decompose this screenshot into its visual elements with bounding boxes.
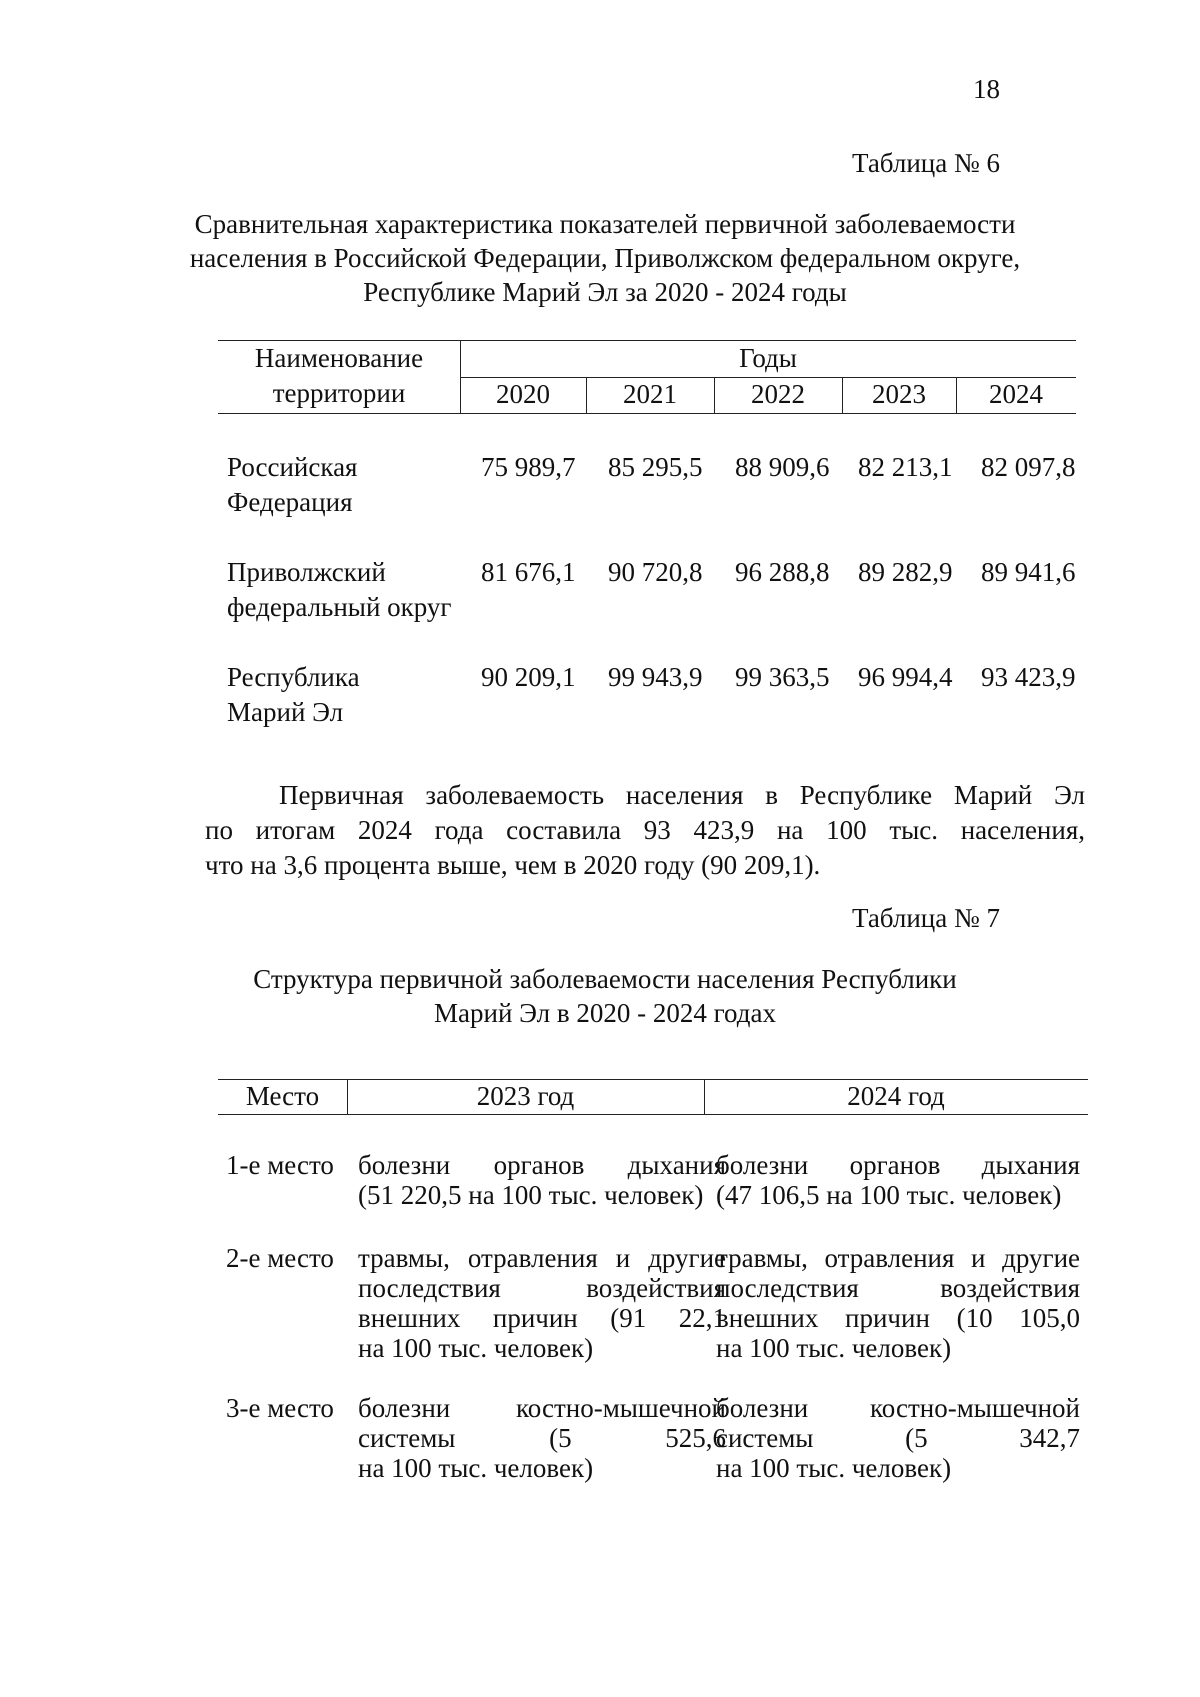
table7-cell-line: болезни органов дыхания xyxy=(358,1150,726,1180)
table7-header-place: Место xyxy=(245,1081,320,1111)
table7-cell-line: системы (5 525,6 xyxy=(358,1423,726,1453)
table6-header-year: 2024 xyxy=(989,379,1043,409)
table6-cell: 75 989,7 xyxy=(481,452,576,482)
page-number: 18 xyxy=(973,74,1000,104)
table6-cell: 96 994,4 xyxy=(858,662,953,692)
table7-cell-line: внешних причин (91 22,1 xyxy=(358,1303,726,1333)
paragraph-line: что на 3,6 процента выше, чем в 2020 году (90 209,1). xyxy=(205,850,821,880)
table7-cell-line: на 100 тыс. человек) xyxy=(358,1333,594,1363)
table6-cell: 82 213,1 xyxy=(858,452,953,482)
table7-header-bottom-rule xyxy=(218,1114,1088,1115)
table7-label: Таблица № 7 xyxy=(852,903,1000,933)
table6-title-line: Сравнительная характеристика показателей первичной заболеваемости xyxy=(194,209,1016,239)
table6-header-year: 2023 xyxy=(872,379,926,409)
table6-label: Таблица № 6 xyxy=(852,148,1000,178)
table6-cell: 90 209,1 xyxy=(481,662,576,692)
table7-cell-line: на 100 тыс. человек) xyxy=(716,1453,952,1483)
table6-header-year: 2020 xyxy=(496,379,550,409)
table7-title-line: Марий Эл в 2020 - 2024 годах xyxy=(434,998,776,1028)
table6-cell: 82 097,8 xyxy=(981,452,1076,482)
table6-header-year: 2022 xyxy=(751,379,805,409)
table6-cell: 99 363,5 xyxy=(735,662,830,692)
table6-title xyxy=(140,207,1070,309)
table7-cell-2024 xyxy=(716,1243,1080,1363)
table6-cell: 85 295,5 xyxy=(608,452,703,482)
table7-cell-line: на 100 тыс. человек) xyxy=(716,1333,952,1363)
table6-row-name: Марий Эл xyxy=(227,697,344,727)
table7-cell-line: болезни органов дыхания xyxy=(716,1150,1080,1180)
table7-title-line: Структура первичной заболеваемости населения Республики xyxy=(253,964,957,994)
table6-cell: 88 909,6 xyxy=(735,452,830,482)
table7-header-2023: 2023 год xyxy=(476,1081,575,1111)
paragraph-line: Первичная заболеваемость населения в Республике Марий Эл xyxy=(279,780,1085,810)
paragraph-line: по итогам 2024 года составила 93 423,9 на 100 тыс. населения, xyxy=(205,815,1085,845)
table7-cell-2023 xyxy=(358,1393,726,1483)
table7-cell-line: последствия воздействия xyxy=(716,1273,1080,1303)
table7-cell-line: болезни костно-мышечной xyxy=(358,1393,726,1423)
table7-cell-line: (51 220,5 на 100 тыс. человек) xyxy=(358,1180,704,1210)
table7-title xyxy=(140,962,1070,1030)
table7-cell-line: травмы, отравления и другие xyxy=(716,1243,1080,1273)
summary-paragraph xyxy=(205,778,1085,883)
table7-cell-2024 xyxy=(716,1150,1080,1210)
table6-cell: 89 941,6 xyxy=(981,557,1076,587)
table6-header-years: Годы xyxy=(739,343,797,373)
table7-cell-line: болезни костно-мышечной xyxy=(716,1393,1080,1423)
table6-title-line: населения в Российской Федерации, Приволжском федеральном округе, xyxy=(189,243,1021,273)
table7-cell-line: на 100 тыс. человек) xyxy=(358,1453,594,1483)
table6-cell: 81 676,1 xyxy=(481,557,576,587)
table6-row-name: Российская xyxy=(227,452,358,482)
table6-header-territory: Наименование xyxy=(254,343,424,373)
table6-header-year: 2021 xyxy=(623,379,677,409)
table6-cell: 99 943,9 xyxy=(608,662,703,692)
table7-cell-line: травмы, отравления и другие xyxy=(358,1243,726,1273)
table7-cell-line: последствия воздействия xyxy=(358,1273,726,1303)
table7-cell-2023 xyxy=(358,1243,726,1363)
table6-cell: 89 282,9 xyxy=(858,557,953,587)
table6-cell: 93 423,9 xyxy=(981,662,1076,692)
table7-cell-line: системы (5 342,7 xyxy=(716,1423,1080,1453)
table6-row-name: федеральный округ xyxy=(227,592,452,622)
table6-header-bottom-rule xyxy=(218,413,1076,414)
table6-title-line: Республике Марий Эл за 2020 - 2024 годы xyxy=(363,277,847,307)
table7-place: 2-е место xyxy=(226,1243,334,1273)
table7-header-2024: 2024 год xyxy=(847,1081,945,1111)
table7-cell-line: (47 106,5 на 100 тыс. человек) xyxy=(716,1180,1062,1210)
table7-place: 1-е место xyxy=(226,1150,334,1180)
table6-cell: 96 288,8 xyxy=(735,557,830,587)
table6-row-name: Республика xyxy=(227,662,360,692)
table6-row-name: Федерация xyxy=(227,487,353,517)
table7-place: 3-е место xyxy=(226,1393,334,1423)
table7-cell-2023 xyxy=(358,1150,726,1210)
table6-row-name: Приволжский xyxy=(227,557,386,587)
table7-cell-line: внешних причин (10 105,0 xyxy=(716,1303,1080,1333)
table6-header-territory: территории xyxy=(272,378,406,408)
table6-cell: 90 720,8 xyxy=(608,557,703,587)
table7-cell-2024 xyxy=(716,1393,1080,1483)
